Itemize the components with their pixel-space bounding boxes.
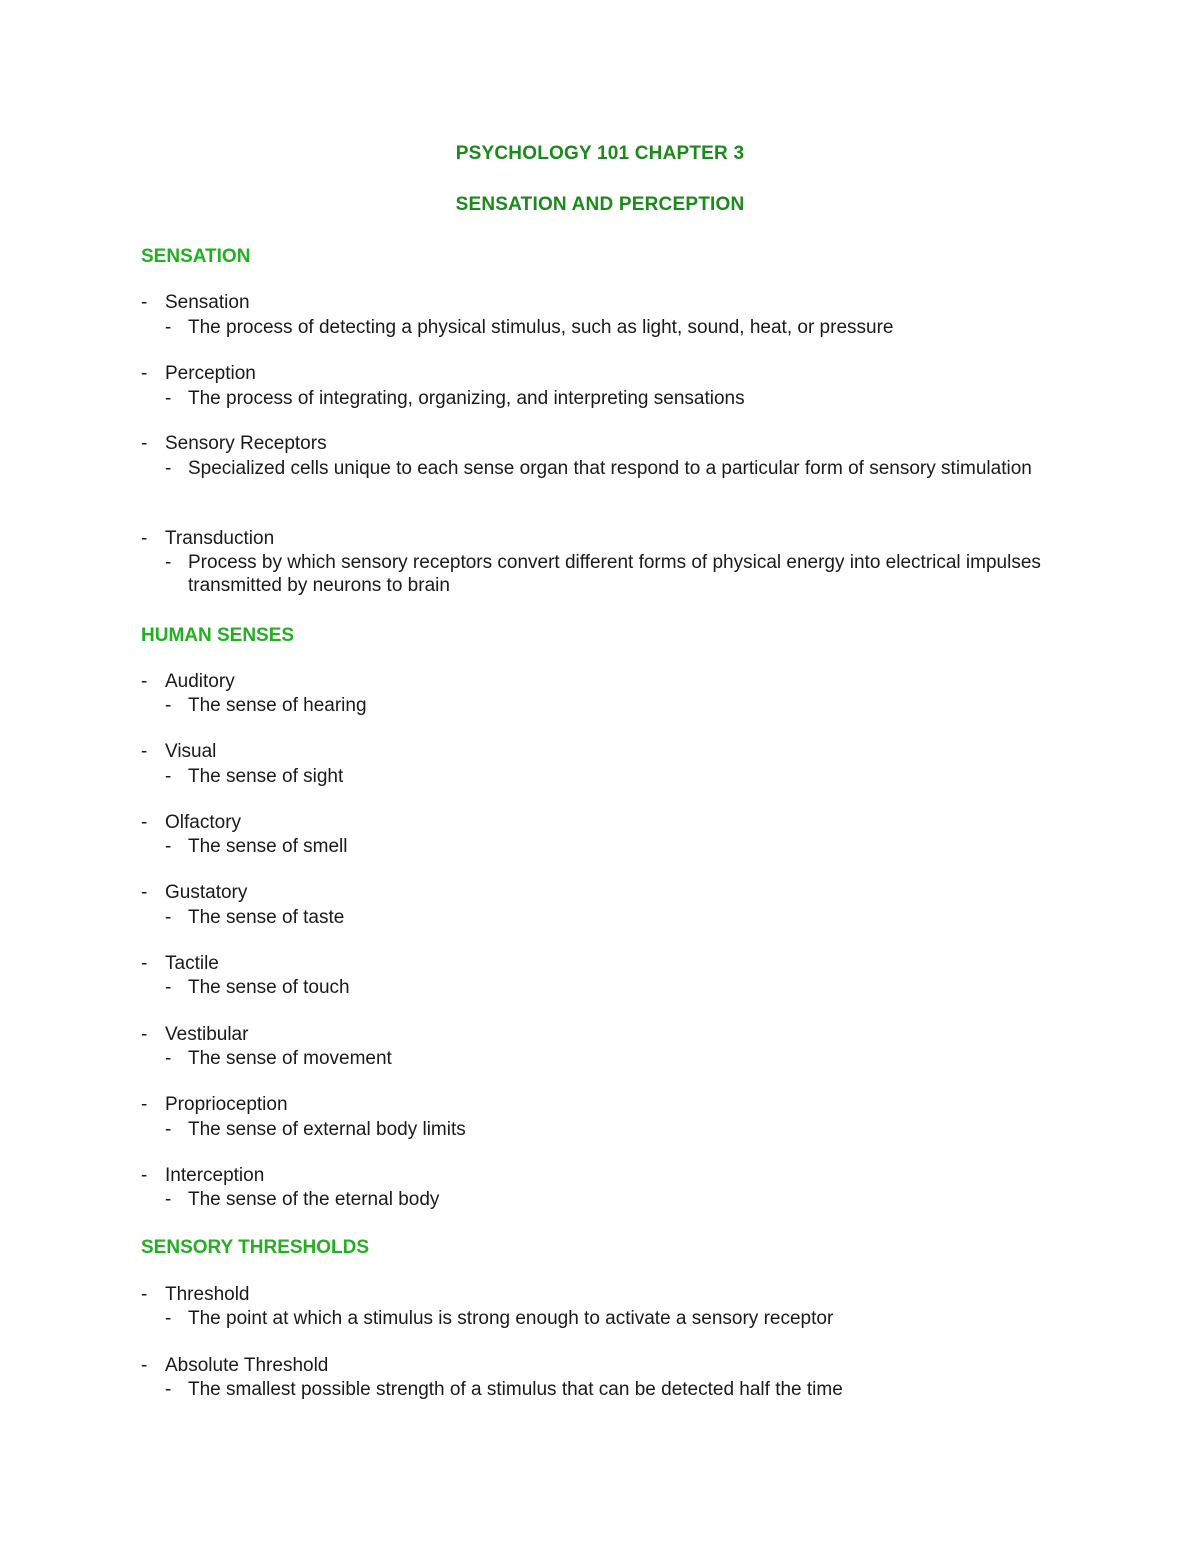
- bullet-dash: -: [165, 1379, 172, 1400]
- term-label: Perception: [165, 363, 256, 384]
- list-item-definition: [165, 1307, 1065, 1330]
- bullet-dash: -: [165, 766, 172, 787]
- list-item-definition: [165, 694, 1065, 717]
- term-label: Absolute Threshold: [165, 1355, 329, 1376]
- bullet-dash: -: [141, 882, 148, 903]
- term-label: Proprioception: [165, 1094, 288, 1115]
- list-item-term: [141, 362, 256, 386]
- definition-text: The process of integrating, organizing, and interpreting sensations: [188, 388, 745, 409]
- list-item-term: [141, 952, 219, 976]
- term-label: Tactile: [165, 953, 219, 974]
- list-item-term: [141, 740, 216, 764]
- bullet-dash: -: [165, 1119, 172, 1140]
- bullet-dash: -: [165, 1189, 172, 1210]
- term-label: Auditory: [165, 671, 235, 692]
- section-heading-human-senses: HUMAN SENSES: [141, 625, 295, 646]
- definition-text: The process of detecting a physical stimulus, such as light, sound, heat, or pressure: [188, 317, 894, 338]
- term-label: Threshold: [165, 1284, 250, 1305]
- bullet-dash: -: [165, 836, 172, 857]
- list-item-term: [141, 1023, 248, 1047]
- bullet-dash: -: [141, 1094, 148, 1115]
- list-item-definition: [165, 835, 1065, 858]
- section-heading-sensory-thresholds: SENSORY THRESHOLDS: [141, 1237, 370, 1258]
- list-item-term: [141, 1164, 264, 1188]
- page-subtitle: SENSATION AND PERCEPTION: [455, 194, 745, 215]
- term-label: Olfactory: [165, 812, 242, 833]
- term-label: Vestibular: [165, 1024, 249, 1045]
- bullet-dash: -: [141, 363, 148, 384]
- bullet-dash: -: [141, 433, 148, 454]
- bullet-dash: -: [141, 1284, 148, 1305]
- definition-text: The sense of external body limits: [188, 1119, 466, 1140]
- bullet-dash: -: [165, 695, 172, 716]
- bullet-dash: -: [141, 671, 148, 692]
- list-item-term: [141, 432, 327, 456]
- bullet-dash: -: [165, 458, 172, 479]
- definition-text: The sense of sight: [188, 766, 344, 787]
- definition-text: The point at which a stimulus is strong enough to activate a sensory receptor: [188, 1308, 834, 1329]
- list-item-term: [141, 1093, 288, 1117]
- bullet-dash: -: [141, 1165, 148, 1186]
- list-item-definition: [165, 1047, 1065, 1070]
- definition-text: The sense of smell: [188, 836, 348, 857]
- list-item-definition: [165, 1118, 1065, 1141]
- bullet-dash: -: [141, 741, 148, 762]
- bullet-dash: -: [165, 907, 172, 928]
- term-label: Transduction: [165, 528, 275, 549]
- definition-text: The sense of taste: [188, 907, 345, 928]
- list-item-definition: [165, 906, 1065, 929]
- list-item-term: [141, 811, 241, 835]
- list-item-definition: [165, 387, 1065, 410]
- list-item-term: [141, 1283, 250, 1307]
- list-item-term: [141, 881, 247, 905]
- definition-text: The sense of hearing: [188, 695, 367, 716]
- bullet-dash: -: [165, 317, 172, 338]
- bullet-dash: -: [165, 388, 172, 409]
- list-item-term: [141, 291, 250, 315]
- bullet-dash: -: [165, 552, 172, 573]
- list-item-definition: [165, 457, 1065, 480]
- term-label: Sensory Receptors: [165, 433, 327, 454]
- definition-text: The sense of movement: [188, 1048, 392, 1069]
- page-title: PSYCHOLOGY 101 CHAPTER 3: [455, 143, 745, 164]
- term-label: Interception: [165, 1165, 265, 1186]
- term-label: Visual: [165, 741, 217, 762]
- bullet-dash: -: [141, 528, 148, 549]
- list-item-definition: [165, 1188, 1065, 1211]
- list-item-term: [141, 527, 274, 551]
- definition-text: The smallest possible strength of a stimulus that can be detected half the time: [188, 1379, 843, 1400]
- bullet-dash: -: [165, 977, 172, 998]
- bullet-dash: -: [141, 953, 148, 974]
- definition-text: The sense of touch: [188, 977, 350, 998]
- term-label: Sensation: [165, 292, 250, 313]
- definition-text: Process by which sensory receptors convert different forms of physical energy into electrical impulses transmitted by neurons to brain: [188, 552, 1041, 596]
- definition-text: The sense of the eternal body: [188, 1189, 440, 1210]
- bullet-dash: -: [165, 1048, 172, 1069]
- bullet-dash: -: [141, 292, 148, 313]
- term-label: Gustatory: [165, 882, 248, 903]
- list-item-term: [141, 670, 235, 694]
- section-heading-sensation: SENSATION: [141, 246, 251, 267]
- list-item-definition: [165, 551, 1065, 597]
- list-item-definition: [165, 1378, 1065, 1401]
- list-item-definition: [165, 316, 1065, 339]
- bullet-dash: -: [141, 812, 148, 833]
- bullet-dash: -: [165, 1308, 172, 1329]
- list-item-definition: [165, 976, 1065, 999]
- list-item-term: [141, 1354, 328, 1378]
- list-item-definition: [165, 765, 1065, 788]
- bullet-dash: -: [141, 1024, 148, 1045]
- definition-text: Specialized cells unique to each sense organ that respond to a particular form of sensory stimulation: [188, 458, 1032, 479]
- bullet-dash: -: [141, 1355, 148, 1376]
